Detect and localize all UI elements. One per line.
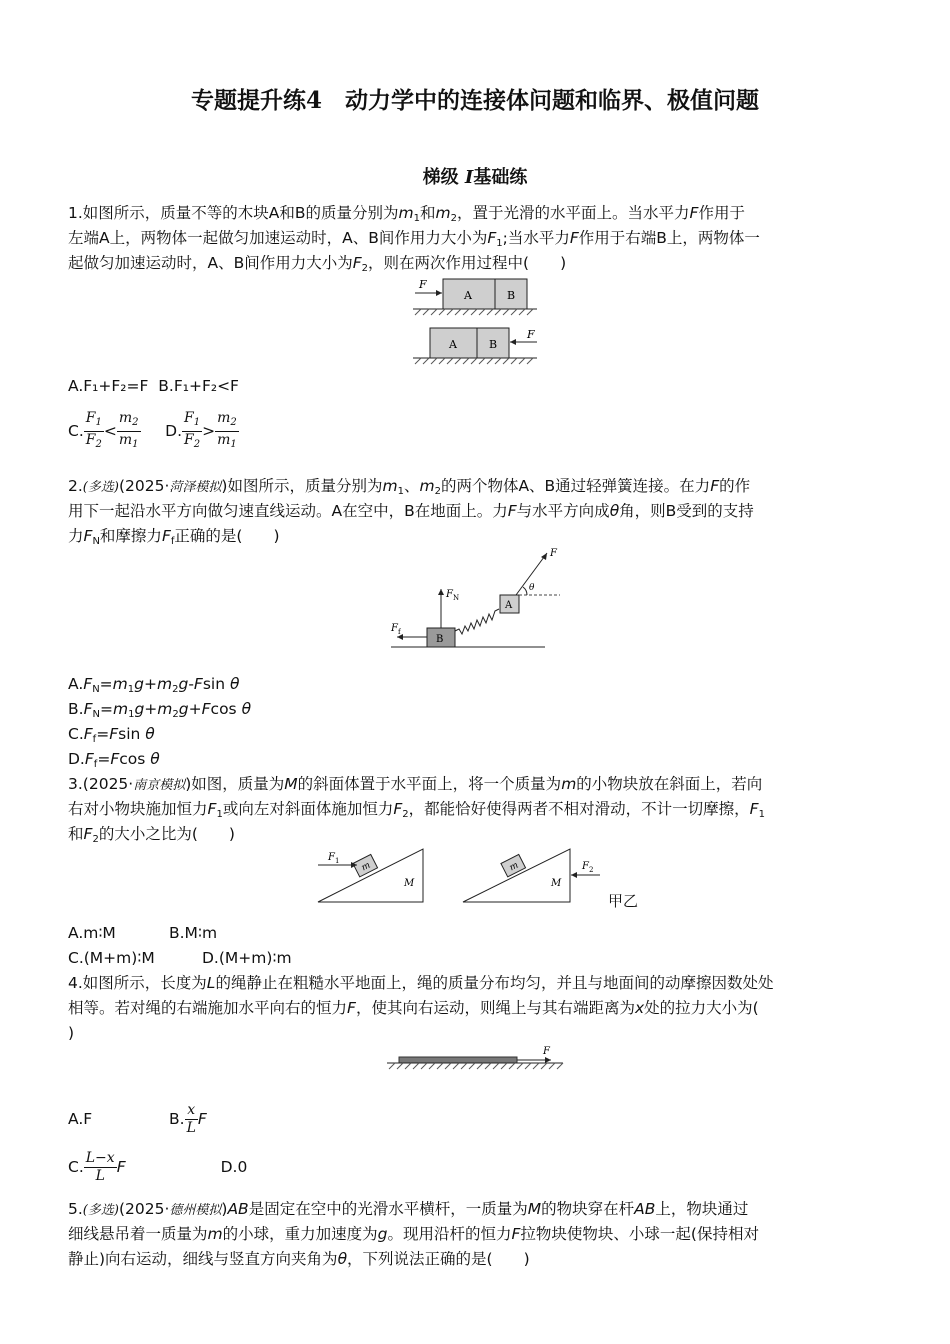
q2-option-a: $A.F_N=m_1g+m_2g$-Fsin θ bbox=[68, 675, 240, 695]
block-a-label-bottom: A bbox=[449, 338, 457, 351]
q1-option-c: C. bbox=[68, 422, 84, 440]
q2-line1: 2.(多选)(2025·菏泽模拟)如图所示，质量分别为$m_1$、$m_2$的两个物体A、B通过轻弹簧连接。在力F的作 bbox=[68, 477, 751, 497]
q3-options-cd bbox=[68, 946, 292, 970]
q4-options-cd: C. $\frac{L-x}{L}$ F D.0 bbox=[68, 1150, 248, 1184]
ground-hatch-bottom bbox=[415, 358, 533, 364]
spring bbox=[455, 609, 499, 634]
q3-line1: 3.(2025·南京模拟)如图，质量为M的斜面体置于水平面上，将一个质量为m的小物块放在斜面上，若向 bbox=[68, 775, 763, 793]
q3-option-c: C.(M+m)∶M bbox=[68, 949, 155, 967]
q3-figure-caption: 甲乙 bbox=[608, 892, 639, 910]
block-b-label-top: B bbox=[507, 289, 516, 302]
force-f2-label: $F_2$ bbox=[582, 861, 594, 874]
q5-line2: 细线悬吊着一质量为m的小球，重力加速度为g。现用沿杆的恒力F拉物块使物块、小球一起(保持相对 bbox=[68, 1225, 759, 1243]
applied-force-label: F bbox=[550, 548, 557, 559]
angle-label: θ bbox=[529, 583, 535, 593]
q3-option-b: B.M∶m bbox=[169, 924, 218, 942]
q1-options-cd: C. $\frac{F_1}{F_2}$ < $\frac{m_2}{m_1}$ D. $\frac{F_1}{F_2}$ > $\frac{m_2}{m_1}$ bbox=[68, 410, 237, 450]
force-f1-label: $F_1$ bbox=[328, 852, 340, 865]
q4-options-ab: A.F B. $\frac{x}{L}$ F bbox=[68, 1102, 207, 1136]
mass-label-left: M bbox=[404, 878, 415, 889]
q1-line1: 1.如图所示，质量不等的木块A和B的质量分别为$m_1$和$m_2$，置于光滑的水平面上。当水平力F作用于 bbox=[68, 204, 745, 224]
q4-option-d: D.0 bbox=[220, 1158, 248, 1176]
angle-arc bbox=[523, 587, 527, 595]
q1-top-diagram bbox=[413, 278, 537, 315]
q3-line2: 右对小物块施加恒力$F_1$或向左对斜面体施加恒力$F_2$，都能恰好使得两者不相对滑动，不计一切摩擦，$F_1$ bbox=[68, 800, 765, 820]
block-a-label: A bbox=[505, 600, 513, 611]
q2-option-b: $B.F_N=m_1g+m_2g+Fcos$ θ bbox=[68, 700, 252, 720]
ground-hatch-top bbox=[415, 309, 533, 315]
q1-line2: 左端A上，两物体一起做匀加速运动时，A、B间作用力大小为$F_1$;当水平力F作用于右端B上，两物体一 bbox=[68, 229, 760, 249]
friction-label: $F_f$ bbox=[391, 623, 401, 636]
q1-option-b: B.F₁+F₂<F bbox=[158, 377, 239, 395]
q2-option-c: $C.F_f=Fsin$ θ bbox=[68, 725, 155, 745]
q4-option-b: B. bbox=[169, 1110, 185, 1128]
q5-line3: 静止)向右运动，细线与竖直方向夹角为θ，下列说法正确的是( ) bbox=[68, 1250, 530, 1268]
svg-text:m: m bbox=[360, 860, 373, 874]
q1-option-a: A.F₁+F₂=F bbox=[68, 377, 149, 395]
block-b-label-bottom: B bbox=[489, 338, 498, 351]
force-label-bottom: F bbox=[527, 328, 535, 341]
q1-figure bbox=[405, 276, 555, 371]
q4-figure bbox=[383, 1043, 568, 1073]
q3-options-ab bbox=[68, 921, 217, 945]
q4-line2: 相等。若对绳的右端施加水平向右的恒力F，使其向右运动，则绳上与其右端距离为x处的拉力大小为( bbox=[68, 999, 759, 1017]
rope-force-label: F bbox=[543, 1046, 550, 1057]
q1-options-ab bbox=[68, 374, 239, 398]
q3-option-d: D.(M+m)∶m bbox=[202, 949, 292, 967]
block-a-label-top: A bbox=[464, 289, 472, 302]
svg-text:m: m bbox=[508, 860, 521, 874]
q4-option-c: C. bbox=[68, 1158, 84, 1176]
q4-line1: 4.如图所示，长度为L的绳静止在粗糙水平地面上，绳的质量分布均匀，并且与地面间的动摩擦因数处处 bbox=[68, 974, 774, 992]
page-title: 专题提升练4 动力学中的连接体问题和临界、极值问题 bbox=[190, 87, 759, 114]
q5-line1: 5.(多选)(2025·德州模拟)AB是固定在空中的光滑水平横杆，一质量为M的物块穿在杆AB上，物块通过 bbox=[68, 1200, 749, 1218]
q2-line2: 用下一起沿水平方向做匀速直线运动。A在空中，B在地面上。力F与水平方向成θ角，则B受到的支持 bbox=[68, 502, 754, 520]
q1-line3: 起做匀加速运动时，A、B间作用力大小为$F_2$，则在两次作用过程中( ) bbox=[68, 254, 567, 274]
normal-force-label: $F_N$ bbox=[446, 589, 460, 602]
mass-label-right: M bbox=[551, 878, 562, 889]
q1-bottom-diagram bbox=[413, 328, 537, 364]
q4-option-a: A.F bbox=[68, 1110, 93, 1128]
q3-option-a: A.m∶M bbox=[68, 924, 116, 942]
block-b-label: B bbox=[436, 634, 444, 645]
force-label-top: F bbox=[419, 278, 427, 291]
rope bbox=[399, 1057, 517, 1063]
q3-line3: 和$F_2$的大小之比为( ) bbox=[68, 825, 235, 845]
q2-line3: 力$F_N$和摩擦力$F_f$正确的是( ) bbox=[68, 527, 280, 547]
q1-option-d: D. bbox=[165, 422, 183, 440]
q3-right-diagram bbox=[463, 849, 600, 902]
q3-left-diagram bbox=[318, 849, 423, 902]
rope-ground-hatch bbox=[389, 1063, 563, 1069]
q2-figure bbox=[385, 545, 565, 655]
section-heading: 梯级 I基础练 bbox=[422, 167, 528, 188]
q4-line3: ) bbox=[68, 1024, 75, 1042]
q2-option-d: $D.F_f=Fcos$ θ bbox=[68, 750, 160, 770]
